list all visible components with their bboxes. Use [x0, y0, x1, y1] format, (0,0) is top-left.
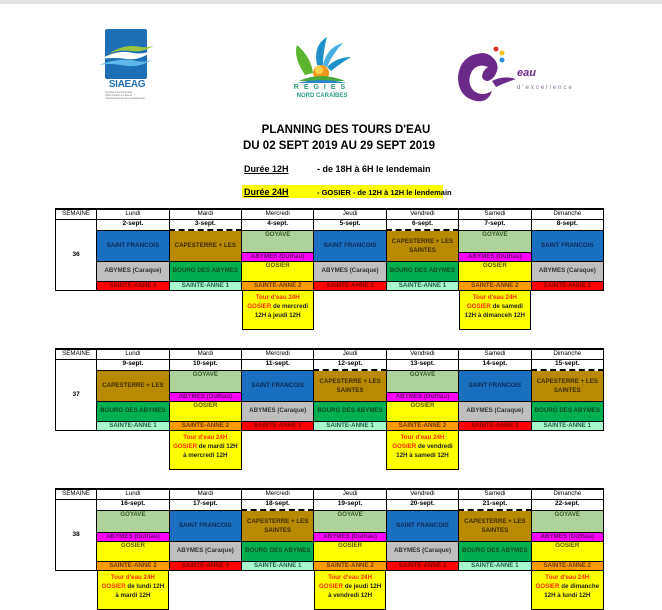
day-header-mercredi: Mercredi: [242, 489, 314, 500]
zone-sainte-anne-2: SAINTE-ANNE 2: [97, 561, 169, 570]
eau-subtitle: d'excellence: [517, 85, 574, 91]
date-cell: 20-sept.: [386, 500, 458, 511]
day-header-mardi: Mardi: [169, 349, 241, 360]
week-36-table: [55, 208, 604, 330]
zone-sainte-anne-2: SAINTE-ANNE 2: [242, 281, 314, 290]
note-gosier: GOSIER: [172, 442, 198, 450]
semaine-header: SEMAINE: [56, 489, 97, 500]
day-header-vendredi: Vendredi: [386, 349, 458, 360]
siaeag-name: SIAEAG: [108, 79, 146, 90]
zone-abymes-caraque: ABYMES (Caraque): [459, 401, 531, 421]
zone-saint-francois: SAINT FRANCOIS: [386, 510, 458, 541]
gosier-24h-note: [314, 570, 386, 610]
zone-saint-francois: SAINT FRANCOIS: [242, 370, 314, 401]
duration-24h-text: - GOSIER - de 12H à 12H le lendemain: [317, 188, 452, 197]
zone-goyave: GOYAVE: [97, 510, 169, 532]
note-text: de mardi 12H à mercredi 12H: [183, 442, 238, 459]
day-header-lundi: Lundi: [97, 209, 169, 220]
zone-bourg-des-abymes: BOURG DES ABYMES: [97, 401, 169, 421]
zone-bourg-des-abymes: BOURG DES ABYMES: [242, 541, 314, 561]
zone-goyave: GOYAVE: [459, 230, 531, 252]
day-header-mercredi: Mercredi: [242, 209, 314, 220]
day-header-dimanche: Dimanche: [531, 209, 603, 220]
zone-bourg-des-abymes: BOURG DES ABYMES: [459, 541, 531, 561]
note-gosier: GOSIER: [466, 302, 491, 310]
page-title: PLANNING DES TOURS D'EAU: [261, 124, 431, 136]
duration-12h-text: - de 18H à 6H le lendemain: [317, 164, 431, 174]
zone-abymes-duthau: ABYMES (Duthau): [531, 532, 603, 541]
note-gosier: GOSIER: [535, 582, 560, 590]
regies-name: RÉGIES: [293, 84, 351, 91]
slot-row-b: [56, 541, 604, 561]
zone-goyave: GOYAVE: [386, 370, 458, 392]
day-header-mardi: Mardi: [169, 209, 241, 220]
slot-row-c: [56, 421, 604, 430]
note-heading: Tour d'eau 24H: [328, 573, 373, 581]
day-header-jeudi: Jeudi: [314, 209, 386, 220]
date-cell: 16-sept.: [97, 500, 169, 511]
note-gosier: GOSIER: [247, 302, 272, 310]
planning-table: [55, 488, 604, 610]
day-header-lundi: Lundi: [97, 489, 169, 500]
zone-gosier: GOSIER: [97, 541, 169, 561]
zone-saint-francois: SAINT FRANCOIS: [459, 370, 531, 401]
dates-row: [56, 500, 604, 511]
gosier-24h-note: [459, 290, 531, 330]
gosier-24h-note: [531, 570, 603, 610]
siaeag-subtitle: Syndicat Intercommunal d'Alimentation en Eau et d'Assainissement de la Guadeloupe: [105, 91, 145, 100]
zone-gosier: GOSIER: [386, 401, 458, 421]
week-number: 38: [56, 500, 97, 571]
day-header-vendredi: Vendredi: [386, 209, 458, 220]
zone-goyave: GOYAVE: [242, 230, 314, 252]
week-number: 36: [56, 220, 97, 291]
week-number: 37: [56, 360, 97, 431]
zone-saint-francois: SAINT FRANCOIS: [97, 230, 169, 261]
semaine-header: SEMAINE: [56, 349, 97, 360]
page-subtitle-date-range: DU 02 SEPT 2019 AU 29 SEPT 2019: [243, 140, 435, 152]
zone-sainte-anne-2: SAINTE-ANNE 2: [314, 561, 386, 570]
zone-gosier: GOSIER: [459, 261, 531, 281]
date-cell: 12-sept.: [314, 360, 386, 371]
date-cell: 2-sept.: [97, 220, 169, 231]
day-header-dimanche: Dimanche: [531, 489, 603, 500]
spiral-drop-icon: [452, 45, 516, 105]
eau-word: eau: [517, 67, 536, 79]
slot-row-a: [56, 230, 604, 252]
slot-row-a: [56, 370, 604, 392]
day-header-lundi: Lundi: [97, 349, 169, 360]
gosier-24h-note: [386, 430, 458, 470]
date-cell: 13-sept.: [386, 360, 458, 371]
zone-capesterre-les-saintes: CAPESTERRE + LES SAINTES: [386, 230, 458, 261]
zone-capesterre-les-saintes: CAPESTERRE + LES SAINTES: [531, 370, 603, 401]
day-header-samedi: Samedi: [459, 209, 531, 220]
zone-bourg-des-abymes: BOURG DES ABYMES: [531, 401, 603, 421]
dates-row: [56, 220, 604, 231]
zone-capesterre-les-saintes: CAPESTERRE + LES SAINTES: [242, 510, 314, 541]
duration-12h-label: Durée 12H: [244, 164, 289, 174]
zone-capesterre-les: CAPESTERRE + LES: [97, 370, 169, 401]
siaeag-wave-icon: [105, 29, 147, 79]
zone-sainte-anne-2: SAINTE-ANNE 2: [386, 421, 458, 430]
date-cell: 3-sept.: [169, 220, 241, 231]
day-header-vendredi: Vendredi: [386, 489, 458, 500]
note-text: de samedi 12H à dimanceh 12H: [464, 302, 525, 319]
date-cell: 15-sept.: [531, 360, 603, 371]
slot-row-b: [56, 401, 604, 421]
date-cell: 22-sept.: [531, 500, 603, 511]
note-gosier: GOSIER: [318, 582, 344, 590]
dates-row: [56, 360, 604, 371]
zone-abymes-duthau: ABYMES (Duthau): [314, 532, 386, 541]
slot-row-b: [56, 261, 604, 281]
zone-sainte-anne-3: SAINTE-ANNE 3: [169, 561, 241, 570]
gosier-24h-note: [97, 570, 169, 610]
zone-sainte-anne-1: SAINTE-ANNE 1: [386, 281, 458, 290]
note-heading: Tour d'eau 24H: [183, 433, 228, 441]
zone-sainte-anne-2: SAINTE-ANNE 2: [531, 561, 603, 570]
days-header-row: [56, 209, 604, 220]
zone-bourg-des-abymes: BOURG DES ABYMES: [386, 261, 458, 281]
date-cell: 10-sept.: [169, 360, 241, 371]
date-cell: 11-sept.: [242, 360, 314, 371]
regies-nord-caraibes-logo: [283, 35, 361, 107]
zone-abymes-duthau: ABYMES (Duthau): [97, 532, 169, 541]
notes-row: [56, 430, 604, 470]
zone-sainte-anne-2: SAINTE-ANNE 2: [459, 281, 531, 290]
date-cell: 5-sept.: [314, 220, 386, 231]
day-header-jeudi: Jeudi: [314, 349, 386, 360]
zone-capesterre-les-saintes: CAPESTERRE + LES SAINTES: [459, 510, 531, 541]
date-cell: 9-sept.: [97, 360, 169, 371]
note-text: de jeudi 12H à vendredi 12H: [328, 582, 382, 599]
note-heading: Tour d'eau 24H: [255, 293, 300, 301]
zone-gosier: GOSIER: [531, 541, 603, 561]
date-cell: 19-sept.: [314, 500, 386, 511]
gosier-24h-note: [169, 430, 241, 470]
zone-sainte-anne-1: SAINTE-ANNE 1: [531, 421, 603, 430]
note-heading: Tour d'eau 24H: [472, 293, 517, 301]
note-text: de mercredi 12H à jeudi 12H: [254, 302, 309, 319]
planning-table: [55, 348, 604, 470]
zone-abymes-caraque: ABYMES (Caraque): [97, 261, 169, 281]
zone-bourg-des-abymes: BOURG DES ABYMES: [314, 401, 386, 421]
regies-subtitle: NORD CARAÏBES: [296, 93, 348, 99]
note-text: de lundi 12H à mardi 12H: [115, 582, 165, 599]
zone-abymes-caraque: ABYMES (Caraque): [314, 261, 386, 281]
zone-sainte-anne-1: SAINTE-ANNE 1: [242, 561, 314, 570]
note-heading: Tour d'eau 24H: [110, 573, 155, 581]
zone-abymes-duthau: ABYMES (Duthau): [459, 252, 531, 261]
slot-row-c: [56, 561, 604, 570]
note-text: de dimanche 12H à lundi 12H: [544, 582, 600, 599]
zone-goyave: GOYAVE: [169, 370, 241, 392]
zone-gosier: GOSIER: [314, 541, 386, 561]
zone-sainte-anne-1: SAINTE-ANNE 1: [97, 421, 169, 430]
gosier-24h-note: [242, 290, 314, 330]
zone-saint-francois: SAINT FRANCOIS: [169, 510, 241, 541]
zone-gosier: GOSIER: [169, 401, 241, 421]
semaine-header: SEMAINE: [56, 209, 97, 220]
zone-sainte-anne-3: SAINTE-ANNE 3: [459, 421, 531, 430]
notes-row: [56, 570, 604, 610]
zone-abymes-caraque: ABYMES (Caraque): [386, 541, 458, 561]
siaeag-logo: [92, 29, 172, 103]
zone-abymes-caraque: ABYMES (Caraque): [242, 401, 314, 421]
note-gosier: GOSIER: [101, 582, 126, 590]
zone-sainte-anne-1: SAINTE-ANNE 1: [459, 561, 531, 570]
zone-abymes-duthau: ABYMES (Duthau): [386, 392, 458, 401]
day-header-mercredi: Mercredi: [242, 349, 314, 360]
zone-abymes-caraque: ABYMES (Caraque): [169, 541, 241, 561]
date-cell: 8-sept.: [531, 220, 603, 231]
zone-sainte-anne-3: SAINTE-ANNE 3: [386, 561, 458, 570]
note-heading: Tour d'eau 24H: [545, 573, 590, 581]
zone-gosier: GOSIER: [242, 261, 314, 281]
day-header-dimanche: Dimanche: [531, 349, 603, 360]
eau-excellence-logo: [452, 45, 582, 105]
note-text: de vendredi 12H à samedi 12H: [396, 442, 453, 459]
day-header-samedi: Samedi: [459, 349, 531, 360]
date-cell: 14-sept.: [459, 360, 531, 371]
week-37-table: [55, 348, 604, 470]
notes-row: [56, 290, 604, 330]
zone-saint-francois: SAINT FRANCOIS: [314, 230, 386, 261]
zone-sainte-anne-1: SAINTE-ANNE 1: [169, 281, 241, 290]
zone-sainte-anne-3: SAINTE-ANNE 3: [242, 421, 314, 430]
day-header-jeudi: Jeudi: [314, 489, 386, 500]
zone-capesterre-les-saintes: CAPESTERRE + LES SAINTES: [314, 370, 386, 401]
slot-row-a: [56, 510, 604, 532]
week-38-table: [55, 488, 604, 610]
zone-sainte-anne-3: SAINTE-ANNE 3: [531, 281, 603, 290]
day-header-mardi: Mardi: [169, 489, 241, 500]
zone-sainte-anne-3: SAINTE-ANNE 3: [314, 281, 386, 290]
zone-abymes-caraque: ABYMES (Caraque): [531, 261, 603, 281]
sun-leaf-icon: [283, 35, 361, 85]
zone-goyave: GOYAVE: [531, 510, 603, 532]
duration-24h-label: Durée 24H: [244, 187, 289, 197]
days-header-row: [56, 349, 604, 360]
zone-goyave: GOYAVE: [314, 510, 386, 532]
days-header-row: [56, 489, 604, 500]
date-cell: 7-sept.: [459, 220, 531, 231]
zone-sainte-anne-3: SAINTE-ANNE 3: [97, 281, 169, 290]
slot-row-c: [56, 281, 604, 290]
day-header-samedi: Samedi: [459, 489, 531, 500]
zone-saint-francois: SAINT FRANCOIS: [531, 230, 603, 261]
date-cell: 17-sept.: [169, 500, 241, 511]
zone-sainte-anne-1: SAINTE-ANNE 1: [314, 421, 386, 430]
date-cell: 21-sept.: [459, 500, 531, 511]
top-toolbar-strip: [0, 0, 662, 4]
zone-capesterre-les: CAPESTERRE + LES: [169, 230, 241, 261]
date-cell: 4-sept.: [242, 220, 314, 231]
zone-bourg-des-abymes: BOURG DES ABYMES: [169, 261, 241, 281]
zone-abymes-duthau: ABYMES (Duthau): [169, 392, 241, 401]
note-gosier: GOSIER: [392, 442, 417, 450]
planning-table: [55, 208, 604, 330]
date-cell: 18-sept.: [242, 500, 314, 511]
note-heading: Tour d'eau 24H: [400, 433, 445, 441]
date-cell: 6-sept.: [386, 220, 458, 231]
zone-sainte-anne-2: SAINTE-ANNE 2: [169, 421, 241, 430]
zone-abymes-duthau: ABYMES (Duthau): [242, 252, 314, 261]
